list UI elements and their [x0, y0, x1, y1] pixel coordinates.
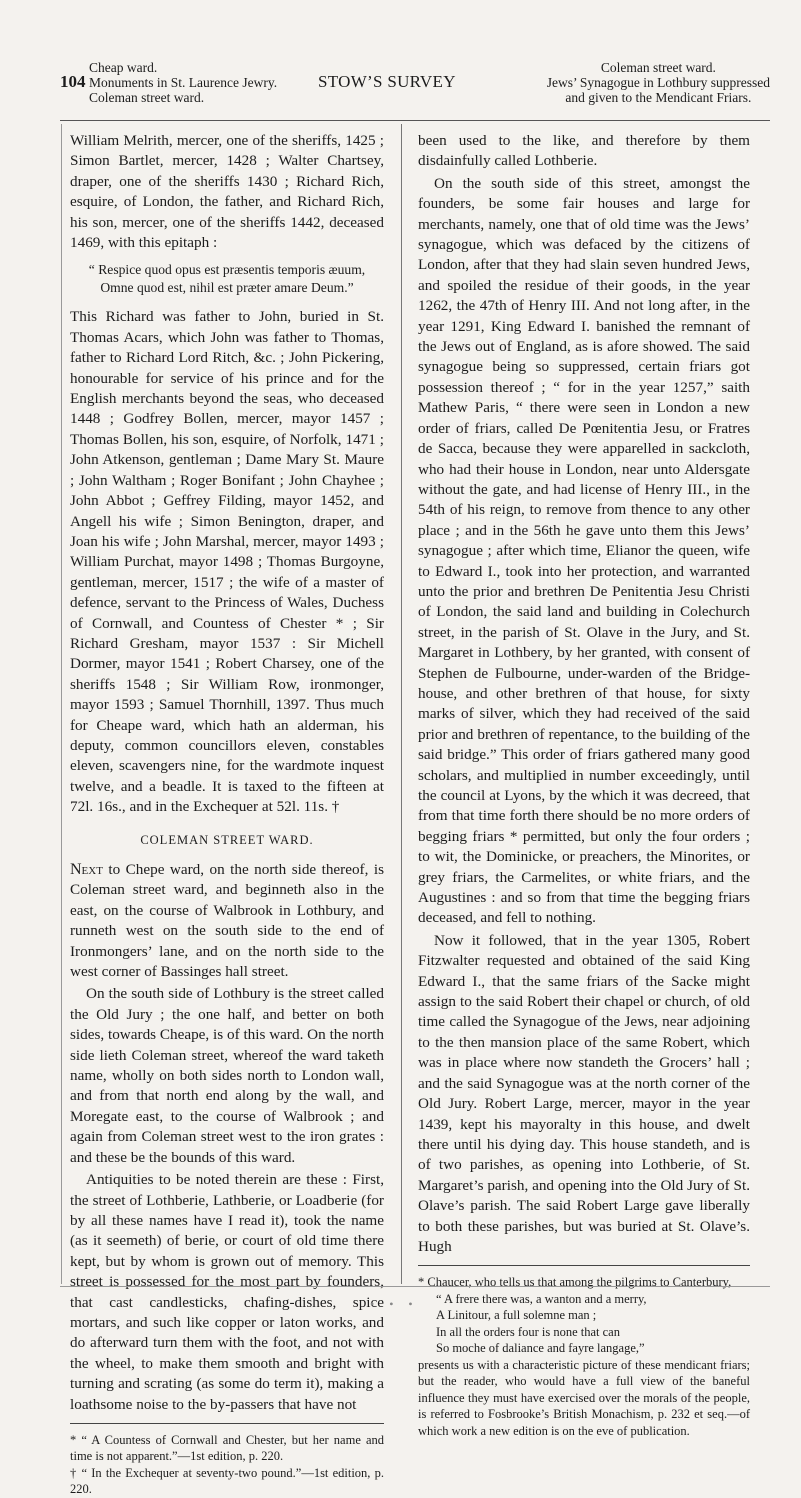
verse-line: So moche of daliance and fayre langage,” [436, 1341, 645, 1356]
lead-word: Next [70, 861, 103, 878]
footnotes [418, 1274, 750, 1439]
right-head-line: Jews’ Synagogue in Lothbury suppressed [546, 75, 770, 90]
epitaph-line: Omne quod est, nihil est præter amare Deum.” [100, 280, 354, 296]
footnote: * “ A Countess of Cornwall and Chester, but her name and time is not apparent.”—1st edition, p. 220. [70, 1432, 384, 1464]
left-head-line: Coleman street ward. [89, 90, 205, 105]
page-title: STOW’S SURVEY [318, 72, 456, 91]
footnote: presents us with a characteristic picture of these mendicant friars; but the reader, who would have a full view of the baneful influence they must have exercised over the morals of the people, is referred to Fosbrooke’s British Monachism, p. 232 et seq.—of which work a new edition is on the eve of publication. [418, 1357, 750, 1438]
running-header [60, 60, 770, 112]
section-heading: COLEMAN STREET WARD. [140, 832, 314, 847]
footnote-rule [418, 1265, 750, 1266]
paragraph: This Richard was father to John, buried in St. Thomas Acars, which John was father to Thomas, father to Richard Lord Ritch, &c. ; John Pickering, honourable for service of his prince and for the English merchants beyond the seas, who deceased 1448 ; Godfrey Bollen, mercer, mayor 1457 ; Thomas Bollen, his son, esquire, of Norfolk, 1471 ; John Atkenson, gentleman ; Dame Mary St. Maure ; John Waltham ; Roger Bonifant ; John Chayhee ; John Abbot ; Geffrey Filding, mayor 1452, and Angell his wife ; Simon Benington, draper, and Joan his wife ; John Marshal, mercer, mayor 1493 ; William Purchat, mayor 1498 ; Thomas Burgoyne, gentleman, mercer, 1517 ; the wife of a master of defence, servant to the Princess of Wales, Duchess of Cornwall, and Countess of Chester * ; Sir Richard Gresham, mayor 1537 : Sir Michell Dormer, mayor 1541 ; Robert Charsey, one of the sheriffs 1548 ; Sir William Row, ironmonger, mayor 1593 ; Samuel Thornhill, 1397. Thus much for Cheape ward, which hath an alderman, his deputy, common councillors eleven, constables eleven, scavengers nine, for the wardmote inquest twelve, and a beadle. It is taxed to the fifteen at 72l. 16s., and in the Exchequer at 52l. 11s. † [70, 308, 384, 816]
right-column [418, 131, 750, 1439]
left-margin-rule [61, 124, 62, 1284]
printer-mark: • • • [370, 1297, 419, 1311]
left-head-line: Cheap ward. [89, 60, 158, 75]
paragraph: On the south side of this street, amongst the founders, be some fair houses and large for merchants, namely, one that of old time was the Jews’ synagogue, which was defaced by the citizens of London, after that they had slain seven hundred Jews, and spoiled the residue of their goods, in the year 1262, the 47th of Henry III. And not long after, in the year 1291, King Edward I. banished the remnant of the Jews out of England, as is afore showed. The said synagogue being so suppressed, certain friars got possession thereof ; “ for in the year 1257,” saith Mathew Paris, “ there were seen in London a new order of friars, called De Pœnitentia Jesu, or Fratres de Sacca, because they were apparelled in sackcloth, who had their house in London, near unto Aldersgate without the gate, and had license of Henry III., in the 54th of his reign, to remove from thence to any other place ; and in the 56th he gave unto them this Jews’ synagogue ; after which time, Elianor the queen, wife to Edward I., took into her protection, and warranted unto the prior and brethren De Penitentia Jesu Christi of London, the said land and building in Colechurch street, in the parish of St. Olave in the Jury, and St. Margaret in Lothbery, by her granted, with consent of Stephen de Fulbourne, under-warden of the Bridge-house, and other brethren of that house, for sixty marks of silver, which they had received of the said prior and brethren of repentance, to the building of the said bridge.” This order of friars gathered many good scholars, and multiplied in number exceedingly, until the council at Lyons, by the which it was decreed, that from that time forth there should be no more orders of begging friars * permitted, but only the four orders ; to wit, the Dominicke, or preachers, the Minorites, or grey friars, the Carmelites, or white friars, and the Augustines : and so from that time the begging friars deceased, and fell to nothing. [418, 174, 750, 927]
paragraph: On the south side of Lothbury is the street called the Old Jury ; the one half, and better on both sides, towards Cheape, is of this ward. On the north side lieth Coleman street, whereof the ward taketh name, wholly on both sides north to London wall, and from that north end along by the wall, and Moregate east, to the course of Walbrook ; and again from Coleman street west to the iron grates : and these be the bounds of this ward. [70, 985, 384, 1166]
footnote: † “ In the Exchequer at seventy-two pound.”—1st edition, p. 220. [70, 1465, 384, 1497]
left-column [70, 131, 384, 1498]
paragraph-text: to Chepe ward, on the north side thereof, is Coleman street ward, and beginneth also in the east, on the course of Walbrook in Lothbury, and runneth west on the south side to the end of Ironmongers’ lane, and on the north side to the west corner of Bassinges hall street. [70, 861, 384, 981]
verse-line: In all the orders four is none that can [436, 1324, 620, 1339]
paragraph: Antiquities to be noted therein are these : First, the street of Lothberie, Lathberie, or Loadberie (for by all these names have I read it), took the name (as it seemeth) of berie, or court of old time there kept, but by whom is grown out of memory. This street is possessed for the most part by founders, that cast candlesticks, chafing-dishes, spice mortars, and such like copper or laton works, and do afterward turn them with the foot, and not with the wheel, to make them smooth and bright with turning and scrating (as some do term it), making a loathsome noise to the by-passers that have not [70, 1171, 384, 1413]
paragraph [70, 860, 384, 982]
footnotes [70, 1432, 384, 1498]
page-number: 104 [60, 72, 86, 91]
bottom-rule [60, 1286, 770, 1287]
header-rule [60, 120, 770, 121]
column-divider [401, 124, 402, 1284]
epitaph [70, 261, 384, 297]
paragraph: been used to the like, and therefore by them disdainfully called Lothberie. [418, 132, 750, 170]
right-head-line: and given to the Mendicant Friars. [565, 90, 752, 105]
footnote-rule [70, 1423, 384, 1424]
paragraph: William Melrith, mercer, one of the sheriffs, 1425 ; Simon Bartlet, mercer, 1428 ; Walter Chartsey, draper, one of the sheriffs 1430 ; Richard Rich, esquire, of London, the father, and Richard Rich, his son, mercer, one of the sheriffs 1442, deceased 1469, with this epitaph : [70, 132, 384, 252]
verse-line: “ A frere there was, a wanton and a merry, [436, 1291, 647, 1306]
left-running-head [89, 60, 277, 105]
footnote: * Chaucer, who tells us that among the pilgrims to Canterbury, [418, 1275, 732, 1290]
left-head-line: Monuments in St. Laurence Jewry. [89, 75, 278, 90]
verse [418, 1291, 750, 1357]
paragraph: Now it followed, that in the year 1305, Robert Fitzwalter requested and obtained of the said King Edward I., that the same friars of the Sacke might assign to the said Robert their chapel or church, of old time called the Synagogue of the Jews, near adjoining to the then mansion place of the same Robert, which was in place where now standeth the Grocers’ hall ; and the said Synagogue was at the north corner of the Old Jury. Robert Large, mercer, mayor in the year 1439, kept his mayoralty in this house, and dwelt there until his dying day. This house standeth, and is of two parishes, as opening into Lothberie, of St. Margaret’s parish, and opening into the Old Jury of St. Olave’s parish. The said Robert Large gave liberally to both these parishes, but was buried at St. Olave’s. Hugh [418, 931, 750, 1255]
verse-line: A Linitour, a full solemne man ; [436, 1308, 597, 1323]
right-head-line: Coleman street ward. [600, 60, 716, 75]
epitaph-line: “ Respice quod opus est præsentis temporis æuum, [88, 262, 366, 278]
right-running-head [547, 60, 770, 105]
